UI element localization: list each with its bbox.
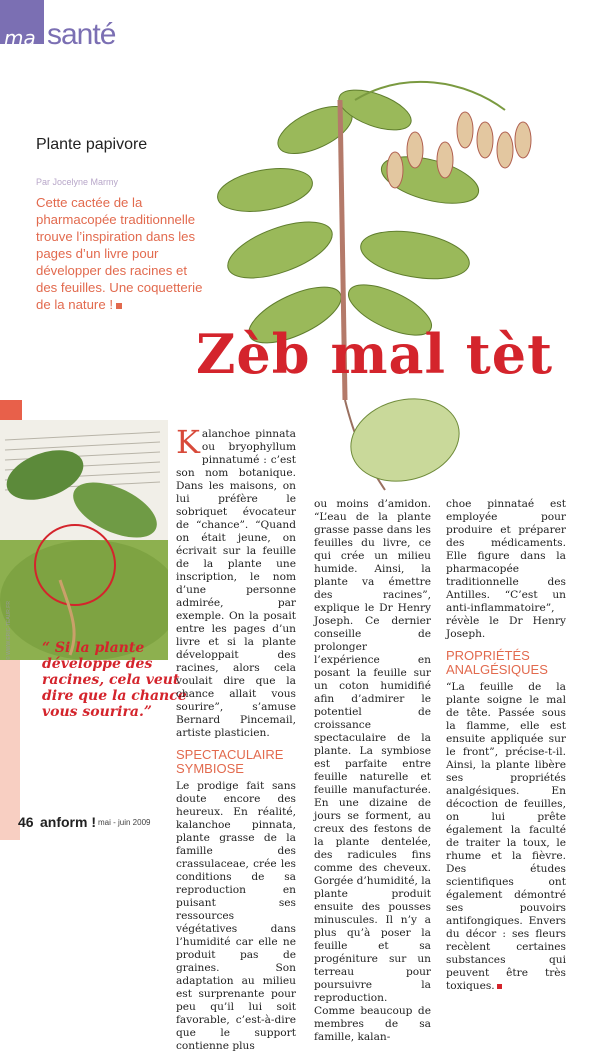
column-3	[446, 498, 566, 993]
section-title: Plante papivore	[36, 136, 148, 153]
col1-paragraph-1: alanchoe pinnata ou bryophyllum pinnatumé : c’est son nom botanique. Dans les maisons, on lui préfère le sobriquet évocateur de “chance”. “Quand on était jeune, on écrivait sur la feuille de la plante une inscription, le nom d’une personne admirée, par exemple. On la posait entre les pages d’un livre et si la plante développait des racines, alors cela voulait dire que la chance allait vous sourire”, s’amuse Bernard Pincemail, artiste plasticien.	[176, 428, 296, 739]
photo-credit: © WWW.ERIC-TEAUR.FR	[6, 601, 12, 660]
end-square-icon	[497, 984, 502, 989]
col3-paragraph-1: choe pinnataé est employée pour produire et préparer des médicaments. Elle figure dans la pharmacopée traditionnelle des Antilles. “C’est un anti-inflammatoire”, révèle le Dr Henry Joseph.	[446, 498, 566, 640]
issue-date: mai - juin 2009	[98, 818, 151, 827]
column-2	[314, 498, 431, 1044]
magazine-name: anform !	[40, 814, 96, 830]
col2-paragraph-1: ou moins d’amidon. “L’eau de la plante grasse passe dans les feuilles du livre, ce qui crée un milieu humide. Ainsi, la plante va émettre des racines”, explique le Dr Henry Joseph. Ce dernier conseille de prolonger l’expérience en posant la feuille sur un coton humidifié afin d’admirer le potentiel de croissance spectaculaire de la plante. La symbiose est parfaite entre feuille naturelle et feuille manufacturée. En une dizaine de jours se forment, au creux des festons de la plante dentelée, des radicules fins comme des cheveux. Gorgée d’humidité, la plante produit ensuite des pousses minuscules. Il n’y a plus qu’à poser la feuille et sa progéniture sur un terreau pour poursuivre la reproduction. Comme beaucoup de membres de sa famille, kalan-	[314, 498, 431, 1043]
rubric-title: santé	[47, 18, 116, 51]
col3-paragraph-2: “La feuille de la plante soigne le mal de tête. Passée sous la flamme, elle est ensuite appliquée sur le front”, précise-t-il. Ainsi, la plante libère ses propriétés analgésiques. En décoction de feuilles, on lui prête également la faculté de traiter la toux, le rhume et la fièvre. Des études scientifiques ont également démontré ses pouvoirs antifongiques. Envers du décor : ses fleurs recèlent certaines substances qui peuvent être très toxiques.	[446, 681, 566, 992]
page-number: 46	[18, 814, 34, 830]
column-1	[176, 423, 296, 1053]
drop-cap: K	[176, 423, 200, 461]
article-title: Zèb mal tèt	[196, 322, 554, 386]
photo-image	[0, 420, 168, 660]
col1-paragraph-2: Le prodige fait sans doute encore des heureux. En réalité, kalanchoe pinnata, plante grasse de la famille des crassulaceae, crée les conditions de sa reproduction en puisant ses ressources végétatives dans l’humidité car elle ne produit pas de graines. Son adaptation au milieu est surprenante pour peu qu’il lui soit favorable, c’est-à-dire que le support contienne plus	[176, 780, 296, 1052]
photo-leaf-on-book	[0, 420, 168, 660]
intro-text	[36, 194, 204, 313]
end-square-icon	[116, 303, 122, 309]
subhead-analgesiques: PROPRIÉTÉS ANALGÉSIQUES	[446, 648, 548, 677]
byline: Par Jocelyne Marmy	[36, 177, 119, 187]
pull-quote: “ Si la plante développe des racines, cela veut dire que la chance vous sourira.”	[42, 640, 187, 720]
intro-body: Cette cactée de la pharmacopée traditionnelle trouve l’inspiration dans les pages d’un livre pour développer des racines et des feuilles. Une coquetterie de la nature !	[36, 195, 203, 312]
rubric-prefix: ma	[4, 26, 36, 50]
subhead-symbiose: SPECTACULAIRE SYMBIOSE	[176, 747, 284, 776]
